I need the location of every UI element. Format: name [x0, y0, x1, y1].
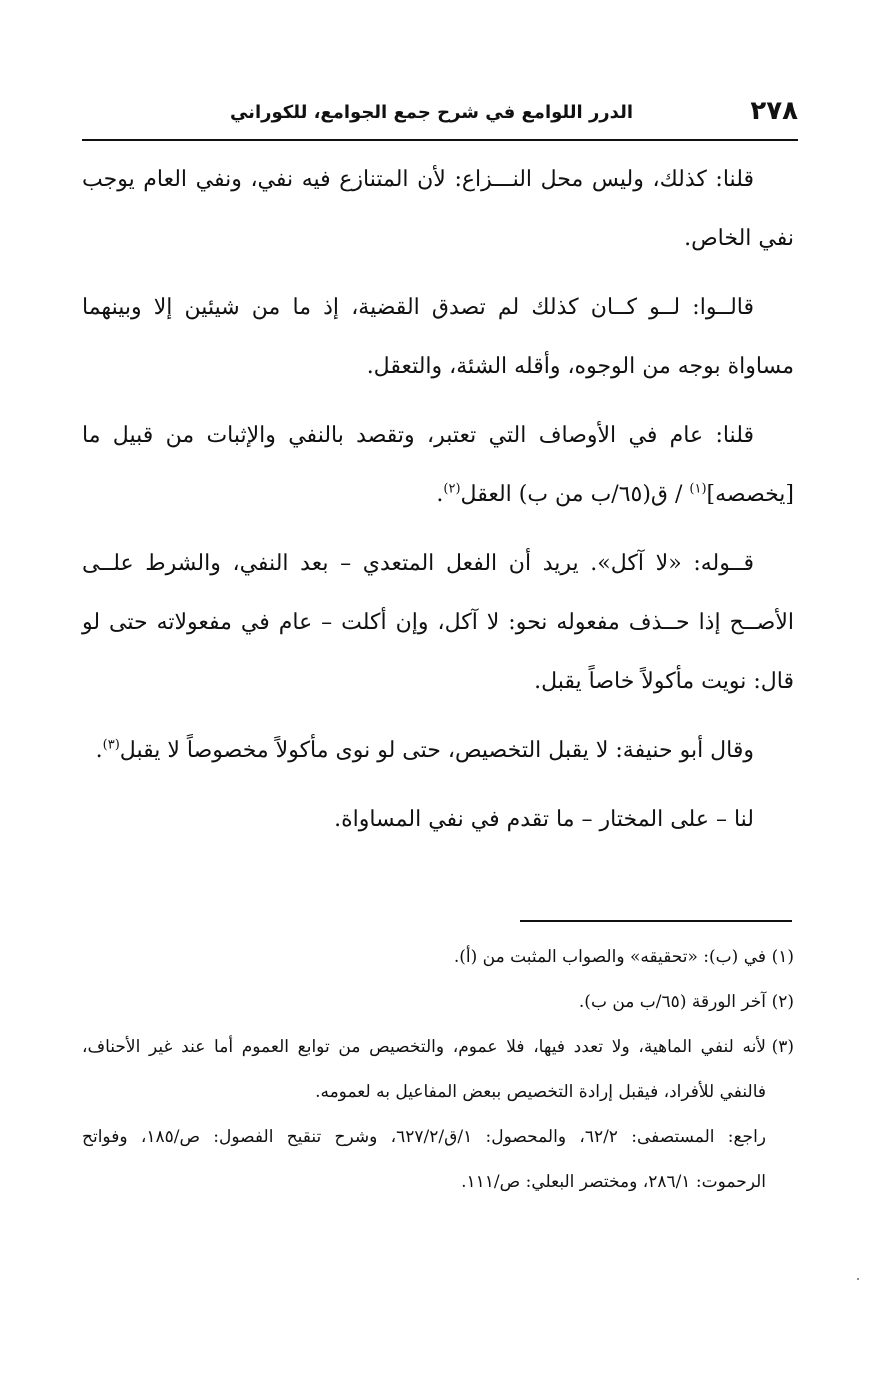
footnote-1 — [82, 935, 794, 980]
footnote-separator — [520, 920, 792, 922]
footnote-ref-1: (١) — [689, 481, 707, 497]
paragraph-1: قلنا: كذلك، وليس محل النـــزاع: لأن المتنازع فيه نفي، ونفي العام يوجب نفي الخاص. — [82, 167, 794, 251]
footnote-ref-2: (٢) — [443, 481, 461, 497]
paragraph-5-text-a: وقال أبو حنيفة: لا يقبل التخصيص، حتى لو نوى مأكولاً مخصوصاً لا يقبل — [119, 738, 754, 763]
paragraph-3 — [82, 406, 794, 524]
footnote-text: آخر الورقة (٦٥/ب من ب). — [578, 992, 766, 1012]
paragraph-3-text-c: . — [436, 482, 444, 507]
footnotes — [82, 935, 794, 1205]
references: راجع: المستصفى: ٦٢/٢، والمحصول: ١/ق/٦٢٧/٢، وشرح تنقيح الفصول: ص/١٨٥، وفواتح الرحموت: ٢٨٦/١، ومختصر البعلي: ص/١١١. — [82, 1127, 767, 1192]
paragraph-6: لنا – على المختار – ما تقدم في نفي المساواة. — [334, 807, 754, 832]
scan-speck — [857, 1278, 859, 1280]
header-rule — [82, 139, 798, 141]
running-header — [82, 92, 798, 138]
footnote-ref-3: (٣) — [102, 737, 120, 753]
footnote-2 — [82, 980, 794, 1025]
footnote-number: (١) — [771, 947, 794, 967]
paragraph-3-text-b: / ق(٦٥/ب من ب) العقل — [460, 482, 690, 507]
footnote-text: في (ب): «تحقيقه» والصواب المثبت من (أ). — [453, 947, 766, 967]
running-title: الدرر اللوامع في شرح جمع الجوامع، للكوراني — [229, 102, 633, 123]
footnote-number: (٢) — [771, 992, 794, 1012]
page-number: ٢٧٨ — [750, 96, 798, 126]
footnote-3 — [82, 1025, 794, 1115]
footnote-number: (٣) — [771, 1037, 794, 1057]
footnote-text: لأنه لنفي الماهية، ولا تعدد فيها، فلا عموم، والتخصيص من توابع العموم أما عند غير الأحناف، فالنفي للأفراد، فيقبل إرادة التخصيص ببعض المفاعيل به لعمومه. — [82, 1037, 767, 1102]
paragraph-5 — [82, 721, 794, 780]
paragraph-5-text-b: . — [95, 738, 103, 763]
main-text — [82, 150, 794, 849]
paragraph-4: قــوله: «لا آكل». يريد أن الفعل المتعدي – بعد النفي، والشرط علــى الأصــح إذا حــذف مفعوله نحو: لا آكل، وإن أكلت – عام في مفعولاته حتى لو قال: نويت مأكولاً خاصاً يقبل. — [82, 551, 794, 694]
paragraph-2: قالــوا: لــو كــان كذلك لم تصدق القضية، إذ ما من شيئين إلا وبينهما مساواة بوجه من الوجوه، وأقله الشئة، والتعقل. — [82, 295, 794, 379]
paragraph-3-text-a: قلنا: عام في الأوصاف التي تعتبر، وتقصد بالنفي والإثبات من قبيل ما [يخصصه] — [82, 423, 794, 507]
